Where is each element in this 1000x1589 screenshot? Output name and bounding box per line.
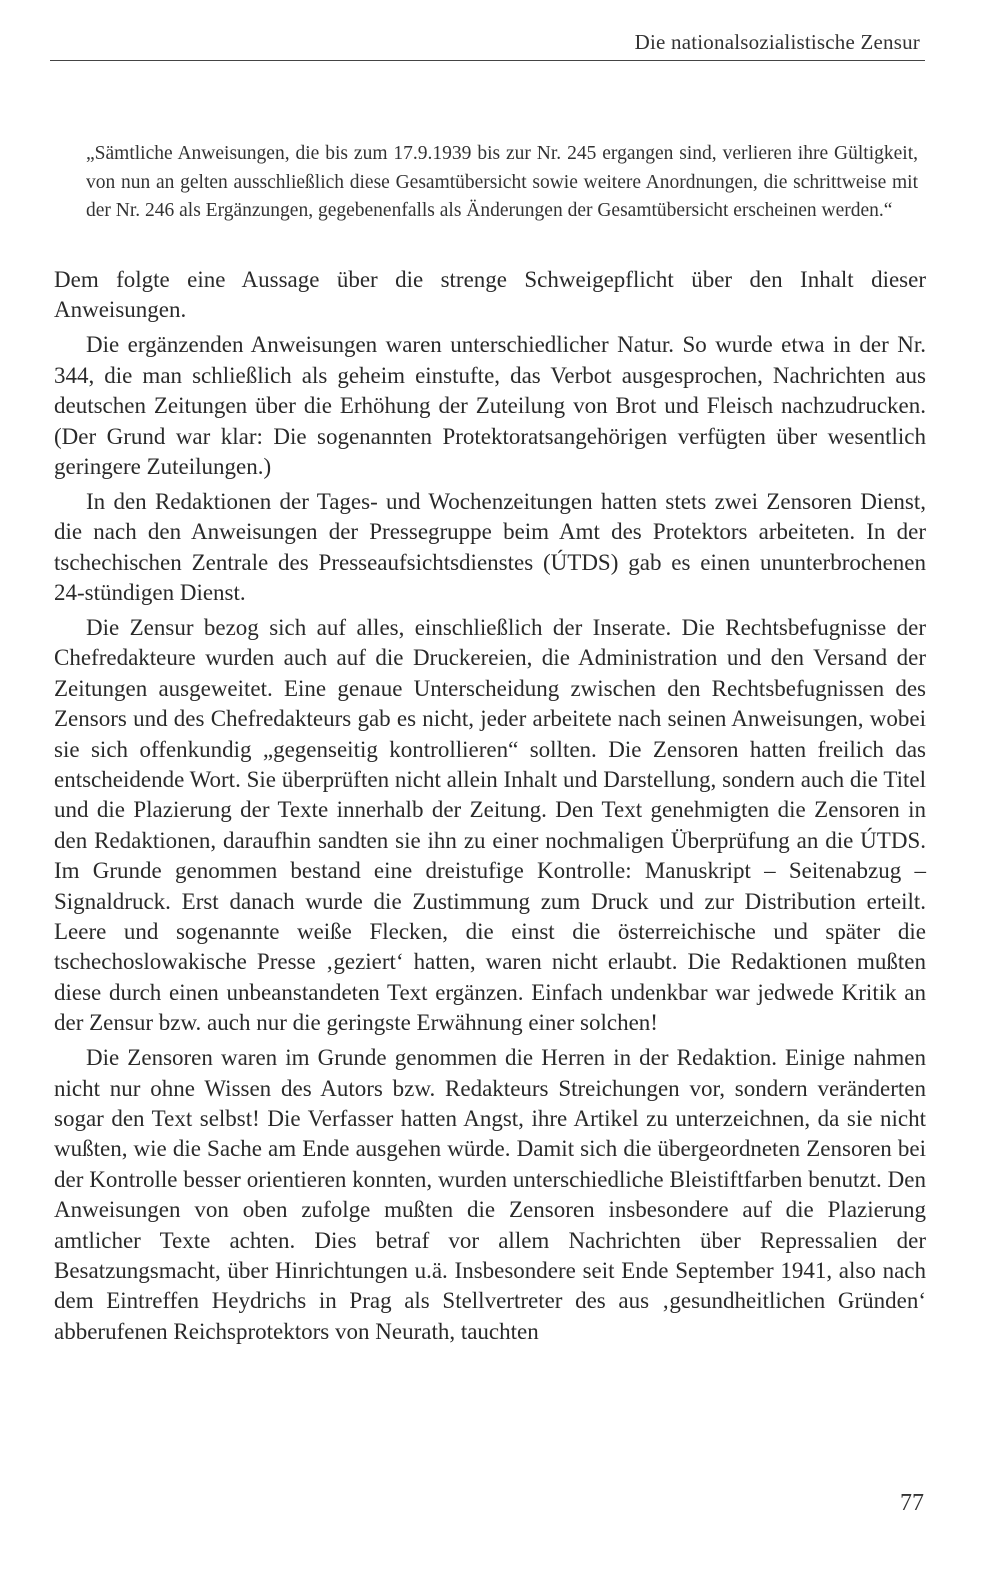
paragraph: Die Zensur bezog sich auf alles, einschließlich der Inserate. Die Rechtsbefugnisse der Chefredakteure wurden auch auf die Druckereien, die Administration und den Versand der Zeitungen ausgeweitet. Eine genaue Unterscheidung zwischen den Rechtsbefugnissen des Zensors und des Chefredakteurs gab es nicht, jeder arbeitete nach seinen Anweisungen, wobei sie sich offenkundig „gegenseitig kontrollieren“ sollten. Die Zensoren hatten freilich das entscheidende Wort. Sie überprüften nicht allein Inhalt und Darstellung, sondern auch die Titel und die Plazierung der Texte innerhalb der Zeitung. Den Text genehmigten die Zensoren in den Redaktionen, daraufhin sandten sie ihn zu einer nochmaligen Überprüfung an die ÚTDS. Im Grunde genommen bestand eine dreistufige Kontrolle: Manuskript – Seitenabzug – Signaldruck. Erst danach wurde die Zustimmung zum Druck und zur Distribution erteilt. Leere und sogenannte weiße Flecken, die einst die österreichische und später die tschechoslowakische Presse ‚geziert‘ hatten, waren nicht erlaubt. Die Redaktionen mußten diese durch einen unbeanstandeten Text ergänzen. Einfach undenkbar war jedwede Kritik an der Zensur bzw. auch nur die geringste Erwähnung einer solchen!	[54, 614, 926, 1036]
header-rule	[50, 60, 925, 61]
paragraph: Die ergänzenden Anweisungen waren unterschiedlicher Natur. So wurde etwa in der Nr. 344, die man schließlich als geheim einstufte, das Verbot ausgesprochen, Nachrichten aus deutschen Zeitungen über die Erhöhung der Zuteilung von Brot und Fleisch nachzudrucken. (Der Grund war klar: Die sogenannten Protektoratsangehörigen verfügten über wesentlich geringere Zuteilungen.)	[54, 332, 926, 479]
running-head: Die nationalsozialistische Zensur	[634, 30, 920, 54]
block-quote: „Sämtliche Anweisungen, die bis zum 17.9.1939 bis zur Nr. 245 ergangen sind, verlieren ihre Gültigkeit, von nun an gelten ausschließlich diese Gesamtübersicht sowie weitere Anordnungen, die schrittweise mit der Nr. 246 als Ergänzungen, gegebenenfalls als Änderungen der Gesamtübersicht erscheinen werden.“	[86, 143, 918, 221]
paragraph: Dem folgte eine Aussage über die strenge Schweigepflicht über den Inhalt dieser Anweisungen.	[54, 267, 926, 323]
body-text	[54, 265, 926, 1352]
paragraph: Die Zensoren waren im Grunde genommen die Herren in der Redaktion. Einige nahmen nicht nur ohne Wissen des Autors bzw. Redakteurs Streichungen vor, sondern veränderten sogar den Text selbst! Die Verfasser hatten Angst, ihre Artikel zu unterzeichnen, da sie nicht wußten, wie die Sache am Ende ausgehen würde. Damit sich die übergeordneten Zensoren bei der Kontrolle besser orientieren konnten, wurden unterschiedliche Bleistiftfarben benutzt. Den Anweisungen von oben zufolge mußten die Zensoren insbesondere auf die Plazierung amtlicher Texte achten. Dies betraf vor allem Nachrichten über Repressalien der Besatzungsmacht, über Hinrichtungen u.ä. Insbesondere seit Ende September 1941, also nach dem Eintreffen Heydrichs in Prag als Stellvertreter des aus ‚gesundheitlichen Gründen‘ abberufenen Reichsprotektors von Neurath, tauchten	[54, 1045, 926, 1344]
paragraph: In den Redaktionen der Tages- und Wochenzeitungen hatten stets zwei Zensoren Dienst, die nach den Anweisungen der Pressegruppe beim Amt des Protektors arbeiteten. In der tschechischen Zentrale des Presseaufsichtsdienstes (ÚTDS) gab es einen ununterbrochenen 24-stündigen Dienst.	[54, 488, 926, 606]
page-number: 77	[900, 1490, 924, 1516]
